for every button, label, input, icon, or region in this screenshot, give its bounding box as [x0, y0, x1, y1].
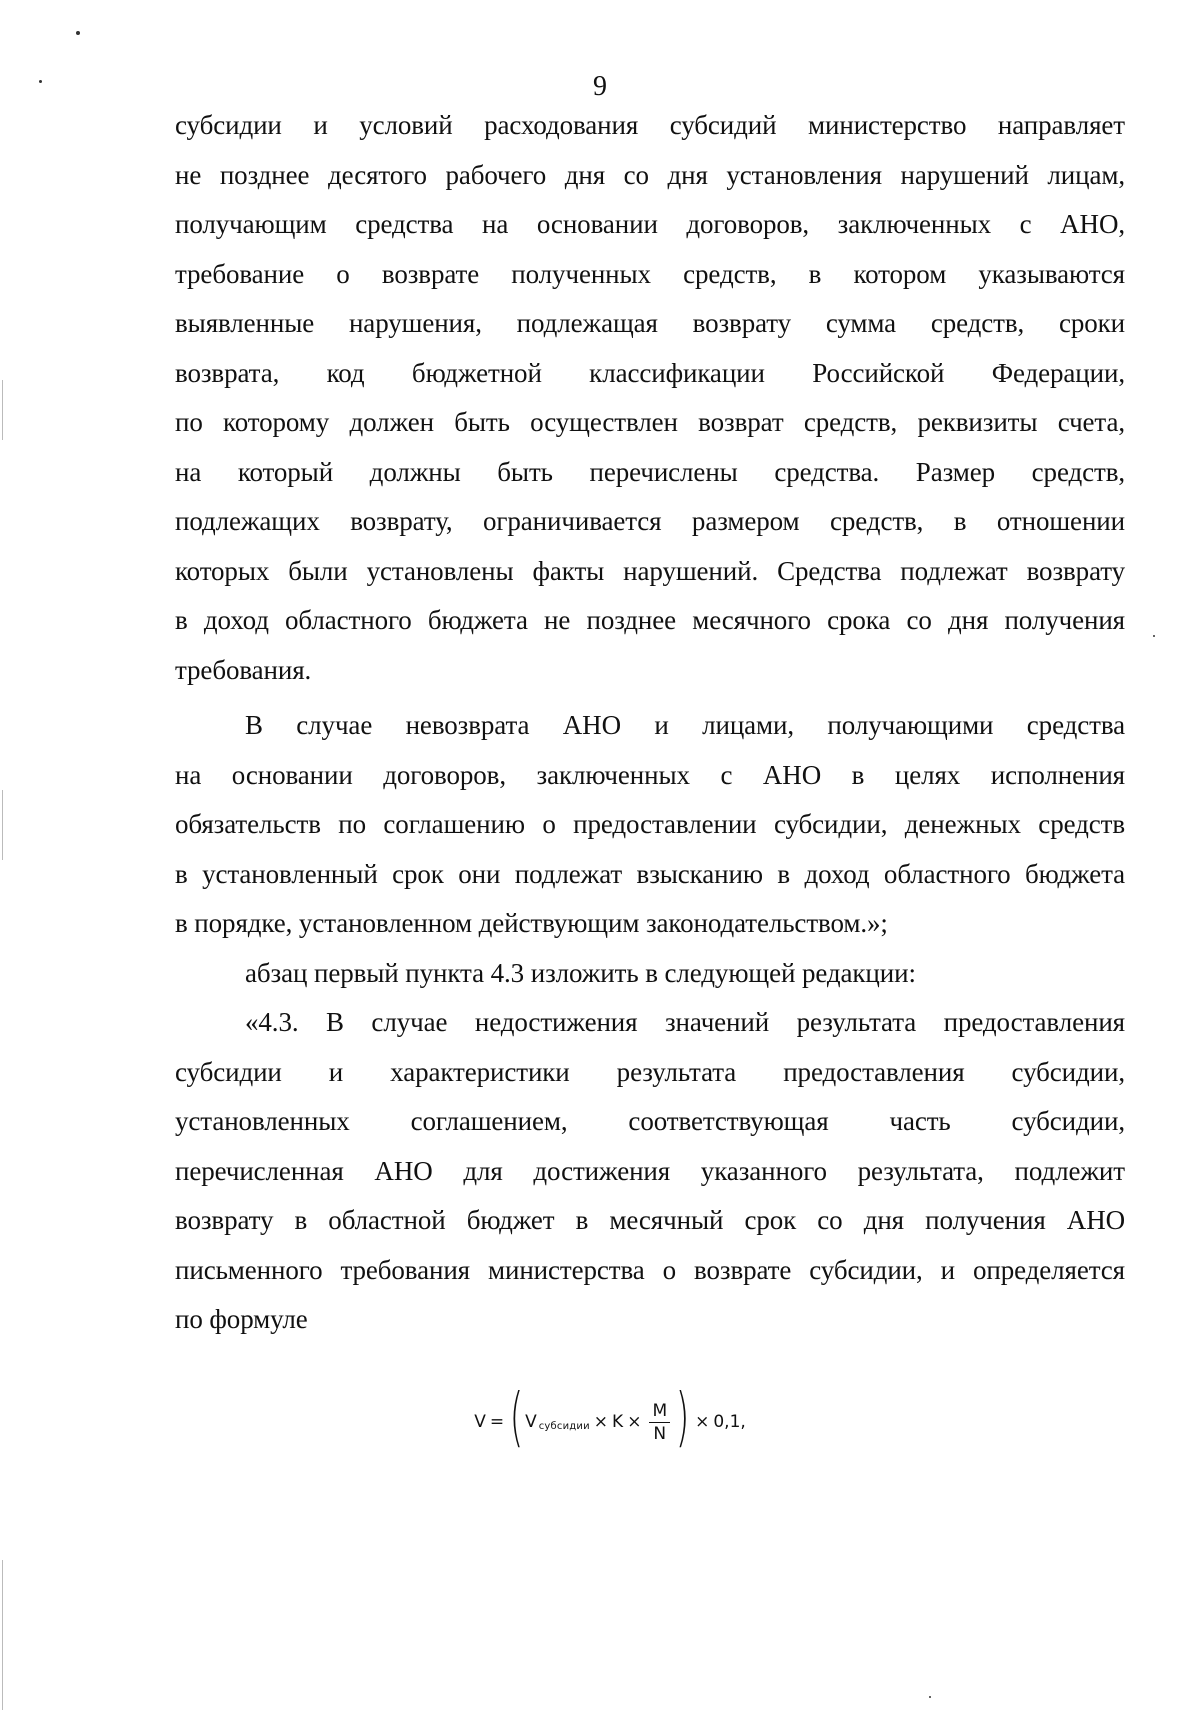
- document-body: [175, 101, 1125, 1345]
- text-line: письменного требования министерства о возврате субсидии, и определяется: [175, 1254, 1125, 1285]
- formula-left-paren: (: [509, 1381, 524, 1455]
- scan-edge-line: [2, 1560, 3, 1710]
- text-line: на который должны быть перечислены средства. Размер средств,: [175, 456, 1125, 487]
- text-line: В случае невозврата АНО и лицами, получающими средства: [245, 710, 1125, 740]
- scan-speck: [1153, 635, 1155, 637]
- formula-denominator: N: [653, 1423, 667, 1444]
- text-line: в установленный срок они подлежат взысканию в доход областного бюджета: [175, 858, 1125, 889]
- text-line: установленных соглашением, соответствующая часть субсидии,: [175, 1106, 1125, 1136]
- text-line: подлежащих возврату, ограничивается размером средств, в отношении: [175, 506, 1125, 536]
- text-line: в порядке, установленном действующим законодательством.»;: [175, 908, 888, 938]
- formula-fraction: [649, 1400, 670, 1445]
- text-line: по которому должен быть осуществлен возврат средств, реквизиты счета,: [175, 407, 1125, 437]
- scan-edge-line: [2, 790, 3, 860]
- formula-equals: =: [489, 1412, 505, 1432]
- scan-speck: [39, 80, 42, 83]
- text-line: получающим средства на основании договоров, заключенных с АНО,: [175, 209, 1125, 239]
- text-line: которых были установлены факты нарушений. Средства подлежат возврату: [175, 555, 1125, 586]
- text-line: «4.3. В случае недостижения значений результата предоставления: [245, 1007, 1125, 1037]
- page-number: 9: [593, 71, 607, 102]
- formula-times-3: ×: [695, 1412, 710, 1432]
- formula-term-var: V: [525, 1412, 537, 1432]
- formula-trailing: ,: [740, 1412, 746, 1432]
- text-line: возврату в областной бюджет в месячный срок со дня получения АНО: [175, 1205, 1125, 1235]
- scan-speck: [76, 31, 80, 35]
- text-line: обязательств по соглашению о предоставлении субсидии, денежных средств: [175, 809, 1125, 839]
- text-line: требования.: [175, 654, 312, 685]
- formula-expression: [474, 1381, 746, 1455]
- formula-times-2: ×: [627, 1412, 642, 1432]
- text-line: не позднее десятого рабочего дня со дня установления нарушений лицам,: [175, 159, 1125, 190]
- formula-lhs: V: [474, 1412, 486, 1432]
- text-line: субсидии и условий расходования субсидий министерство направляет: [175, 110, 1125, 140]
- text-line: субсидии и характеристики результата предоставления субсидии,: [175, 1056, 1125, 1087]
- text-line: абзац первый пункта 4.3 изложить в следующей редакции:: [245, 957, 916, 988]
- scan-speck: [929, 1696, 931, 1698]
- text-line: на основании договоров, заключенных с АНО в целях исполнения: [175, 759, 1125, 790]
- text-line: возврата, код бюджетной классификации Российской Федерации,: [175, 357, 1125, 388]
- text-line: выявленные нарушения, подлежащая возврату сумма средств, сроки: [175, 308, 1125, 338]
- text-line: перечисленная АНО для достижения указанного результата, подлежит: [175, 1155, 1125, 1186]
- text-line: требование о возврате полученных средств, в котором указываются: [175, 258, 1125, 289]
- formula: [0, 1377, 1200, 1467]
- formula-numerator: M: [652, 1400, 668, 1421]
- formula-times-1: ×: [593, 1412, 609, 1432]
- text-line: по формуле: [175, 1304, 308, 1334]
- formula-term-subscript: субсидии: [538, 1420, 590, 1432]
- scan-edge-line: [2, 380, 3, 440]
- text-line: в доход областного бюджета не позднее месячного срока со дня получения: [175, 605, 1125, 635]
- formula-right-paren: ): [675, 1381, 690, 1455]
- formula-k: K: [612, 1412, 624, 1432]
- formula-factor: 0,1: [713, 1412, 741, 1432]
